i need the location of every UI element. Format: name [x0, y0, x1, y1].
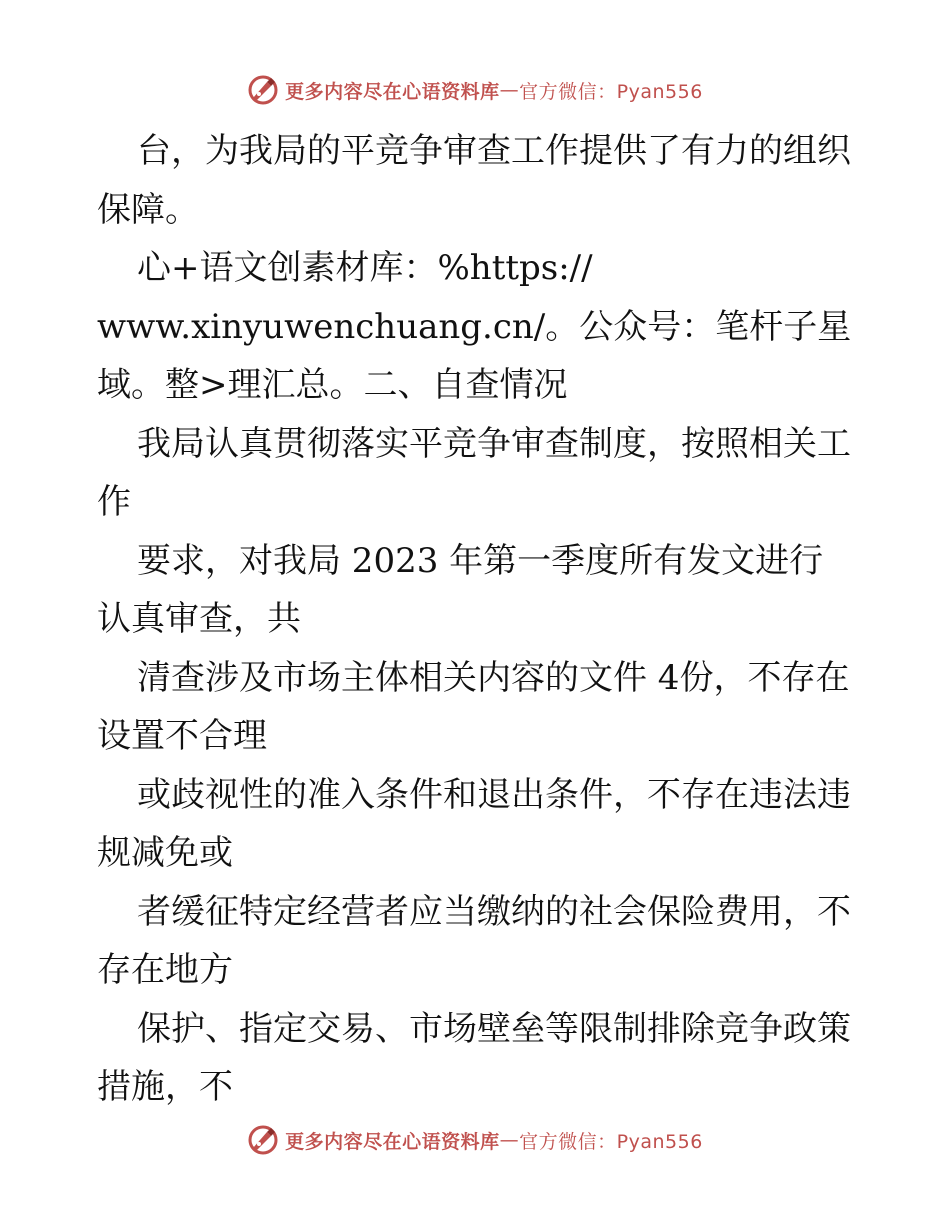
- pen-logo-icon: [247, 74, 279, 106]
- paragraph-4: 我局认真贯彻落实平竞争审查制度，按照相关工作: [97, 423, 851, 522]
- paragraph-3: www.xinyuwenchuang.cn/。公众号：笔杆子星域。整>理汇总。二、自查情况: [97, 306, 852, 405]
- footer-banner: [0, 1120, 950, 1160]
- banner-separator: —: [499, 1129, 520, 1151]
- paragraph-1: 台，为我局的平竞争审查工作提供了有力的组织保障。: [97, 131, 851, 230]
- banner-wechat-text: 官方微信：Pyan556: [519, 1130, 703, 1153]
- paragraph-7: 或歧视性的准入条件和退出条件，不存在违法违规减免或: [97, 774, 851, 873]
- pen-logo-icon: [247, 1124, 279, 1156]
- header-banner: [0, 70, 950, 110]
- banner-separator: —: [499, 79, 520, 101]
- banner-main-text: 更多内容尽在心语资料库: [285, 80, 500, 103]
- paragraph-2: 心+语文创素材库：%https://: [137, 248, 593, 288]
- paragraph-6: 清查涉及市场主体相关内容的文件 4份，不存在设置不合理: [97, 657, 850, 756]
- document-body: [97, 122, 857, 1117]
- paragraph-5: 要求，对我局 2023 年第一季度所有发文进行认真审查，共: [97, 540, 824, 639]
- paragraph-8: 者缓征特定经营者应当缴纳的社会保险费用，不存在地方: [97, 891, 851, 990]
- banner-wechat-text: 官方微信：Pyan556: [519, 80, 703, 103]
- banner-main-text: 更多内容尽在心语资料库: [285, 1130, 500, 1153]
- paragraph-9: 保护、指定交易、市场壁垒等限制排除竞争政策措施，不: [97, 1008, 851, 1107]
